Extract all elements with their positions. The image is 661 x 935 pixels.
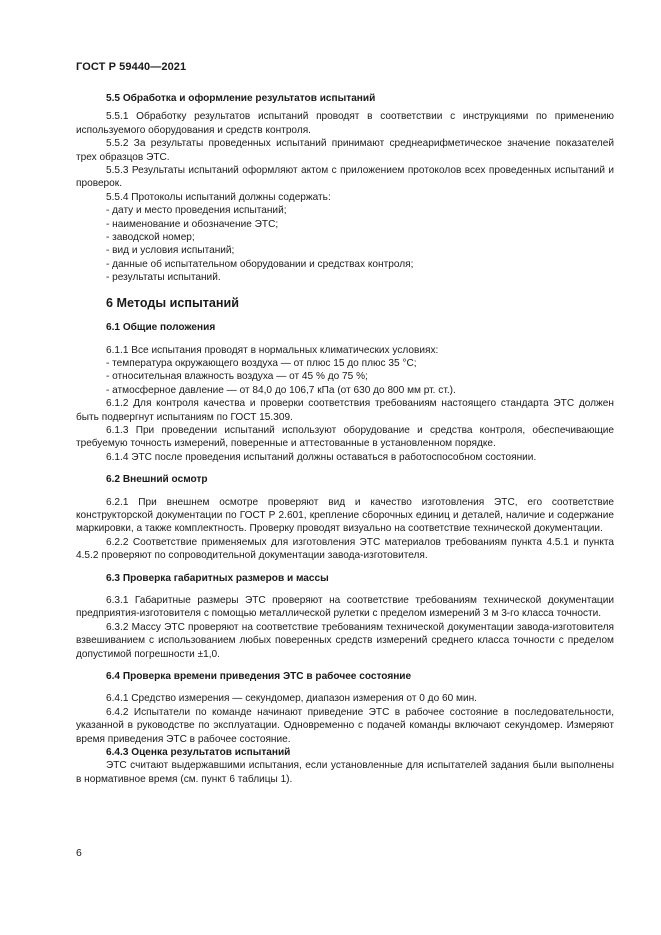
subsection-6-4-3-heading: 6.4.3 Оценка результатов испытаний: [106, 747, 291, 759]
paragraph-6-1-3: 6.1.3 При проведении испытаний используют оборудование и средства контроля, обеспечивающие требуемую точность измерений, поверенные и аттестованные в установленном порядке.: [76, 424, 614, 450]
paragraph-6-2-1: 6.2.1 При внешнем осмотре проверяют вид и качество изготовления ЭТС, его соответствие конструкторской документации по ГОСТ Р 2.601, крепление сборочных единиц и деталей, наличие и содержание маркировки, а также комплектность. Проверку проводят визуально на соответствие технической документации.: [76, 496, 614, 535]
paragraph-6-1-4: 6.1.4 ЭТС после проведения испытаний должны оставаться в работоспособном состоянии.: [106, 451, 537, 463]
list-item: - дату и место проведения испытаний;: [106, 205, 287, 217]
section-6-4-heading: 6.4 Проверка времени приведения ЭТС в рабочее состояние: [106, 671, 412, 683]
paragraph-6-1-2: 6.1.2 Для контроля качества и проверки соответствия требованиям настоящего стандарта ЭТС должен быть подвергнут испытаниям по ГОСТ 15.309.: [76, 398, 614, 423]
section-5-5-heading: 5.5 Обработка и оформление результатов испытаний: [106, 93, 376, 104]
paragraph-6-4-1: 6.4.1 Средство измерения — секундомер, диапазон измерения от 0 до 60 мин.: [106, 693, 477, 705]
list-item: - относительная влажность воздуха — от 45 % до 75 %;: [106, 371, 368, 383]
paragraph-6-3-2: 6.3.2 Массу ЭТС проверяют на соответствие требованиям технической документации завода-изготовителя взвешиванием с использованием любых поверенных средств измерений среднего класса точности с пределом допустимой погрешности ±1,0.: [76, 621, 614, 660]
section-6-2-heading: 6.2 Внешний осмотр: [106, 474, 208, 486]
section-6-heading: 6 Методы испытаний: [106, 295, 239, 310]
list-item: - вид и условия испытаний;: [106, 245, 235, 257]
paragraph-6-3-1: 6.3.1 Габаритные размеры ЭТС проверяют на соответствие требованиям технической документации предприятия-изготовителя с помощью металлической рулетки с пределом измерений 3 м 3-го класса точности.: [76, 595, 614, 620]
list-item: - результаты испытаний.: [106, 272, 221, 284]
list-item: - атмосферное давление — от 84,0 до 106,7 кПа (от 630 до 800 мм рт. ст.).: [106, 384, 456, 396]
paragraph-5-5-2: 5.5.2 За результаты проведенных испытаний принимают среднеарифметическое значение показателей трех образцов ЭТС.: [76, 138, 614, 163]
paragraph-6-4-3: ЭТС считают выдержавшими испытания, если установленные для испытателей задания были выполнены в нормативное время (см. пункт 6 таблицы 1).: [76, 760, 614, 785]
document-body: [76, 92, 614, 786]
paragraph-5-5-4: 5.5.4 Протоколы испытаний должны содержать:: [106, 191, 331, 203]
list-item: - наименование и обозначение ЭТС;: [106, 218, 279, 230]
section-6-3-heading: 6.3 Проверка габаритных размеров и массы: [106, 572, 329, 584]
page-number: 6: [76, 847, 82, 859]
document-code-header: ГОСТ Р 59440—2021: [76, 61, 187, 73]
list-item: - температура окружающего воздуха — от плюс 15 до плюс 35 °С;: [106, 357, 417, 369]
paragraph-5-5-3: 5.5.3 Результаты испытаний оформляют актом с приложением протоколов всех проведенных испытаний и проверок.: [76, 165, 614, 190]
list-item: - данные об испытательном оборудовании и средствах контроля;: [106, 258, 414, 270]
section-6-1-heading: 6.1 Общие положения: [106, 322, 216, 334]
paragraph-6-4-2: 6.4.2 Испытатели по команде начинают приведение ЭТС в рабочее состояние в последовательности, указанной в руководстве по эксплуатации. Одновременно с подачей команды включают секундомер. Измеряют время приведения ЭТС в рабочее состояние.: [76, 706, 614, 745]
list-item: - заводской номер;: [106, 232, 195, 244]
paragraph-6-2-2: 6.2.2 Соответствие применяемых для изготовления ЭТС материалов требованиям пункта 4.5.1 и пункта 4.5.2 проверяют по сопроводительной документации завода-изготовителя.: [76, 536, 614, 562]
paragraph-5-5-1: 5.5.1 Обработку результатов испытаний проводят в соответствии с инструкциями по применению используемого оборудования и средств контроля.: [76, 111, 614, 136]
paragraph-6-1-1: 6.1.1 Все испытания проводят в нормальных климатических условиях:: [106, 344, 439, 356]
